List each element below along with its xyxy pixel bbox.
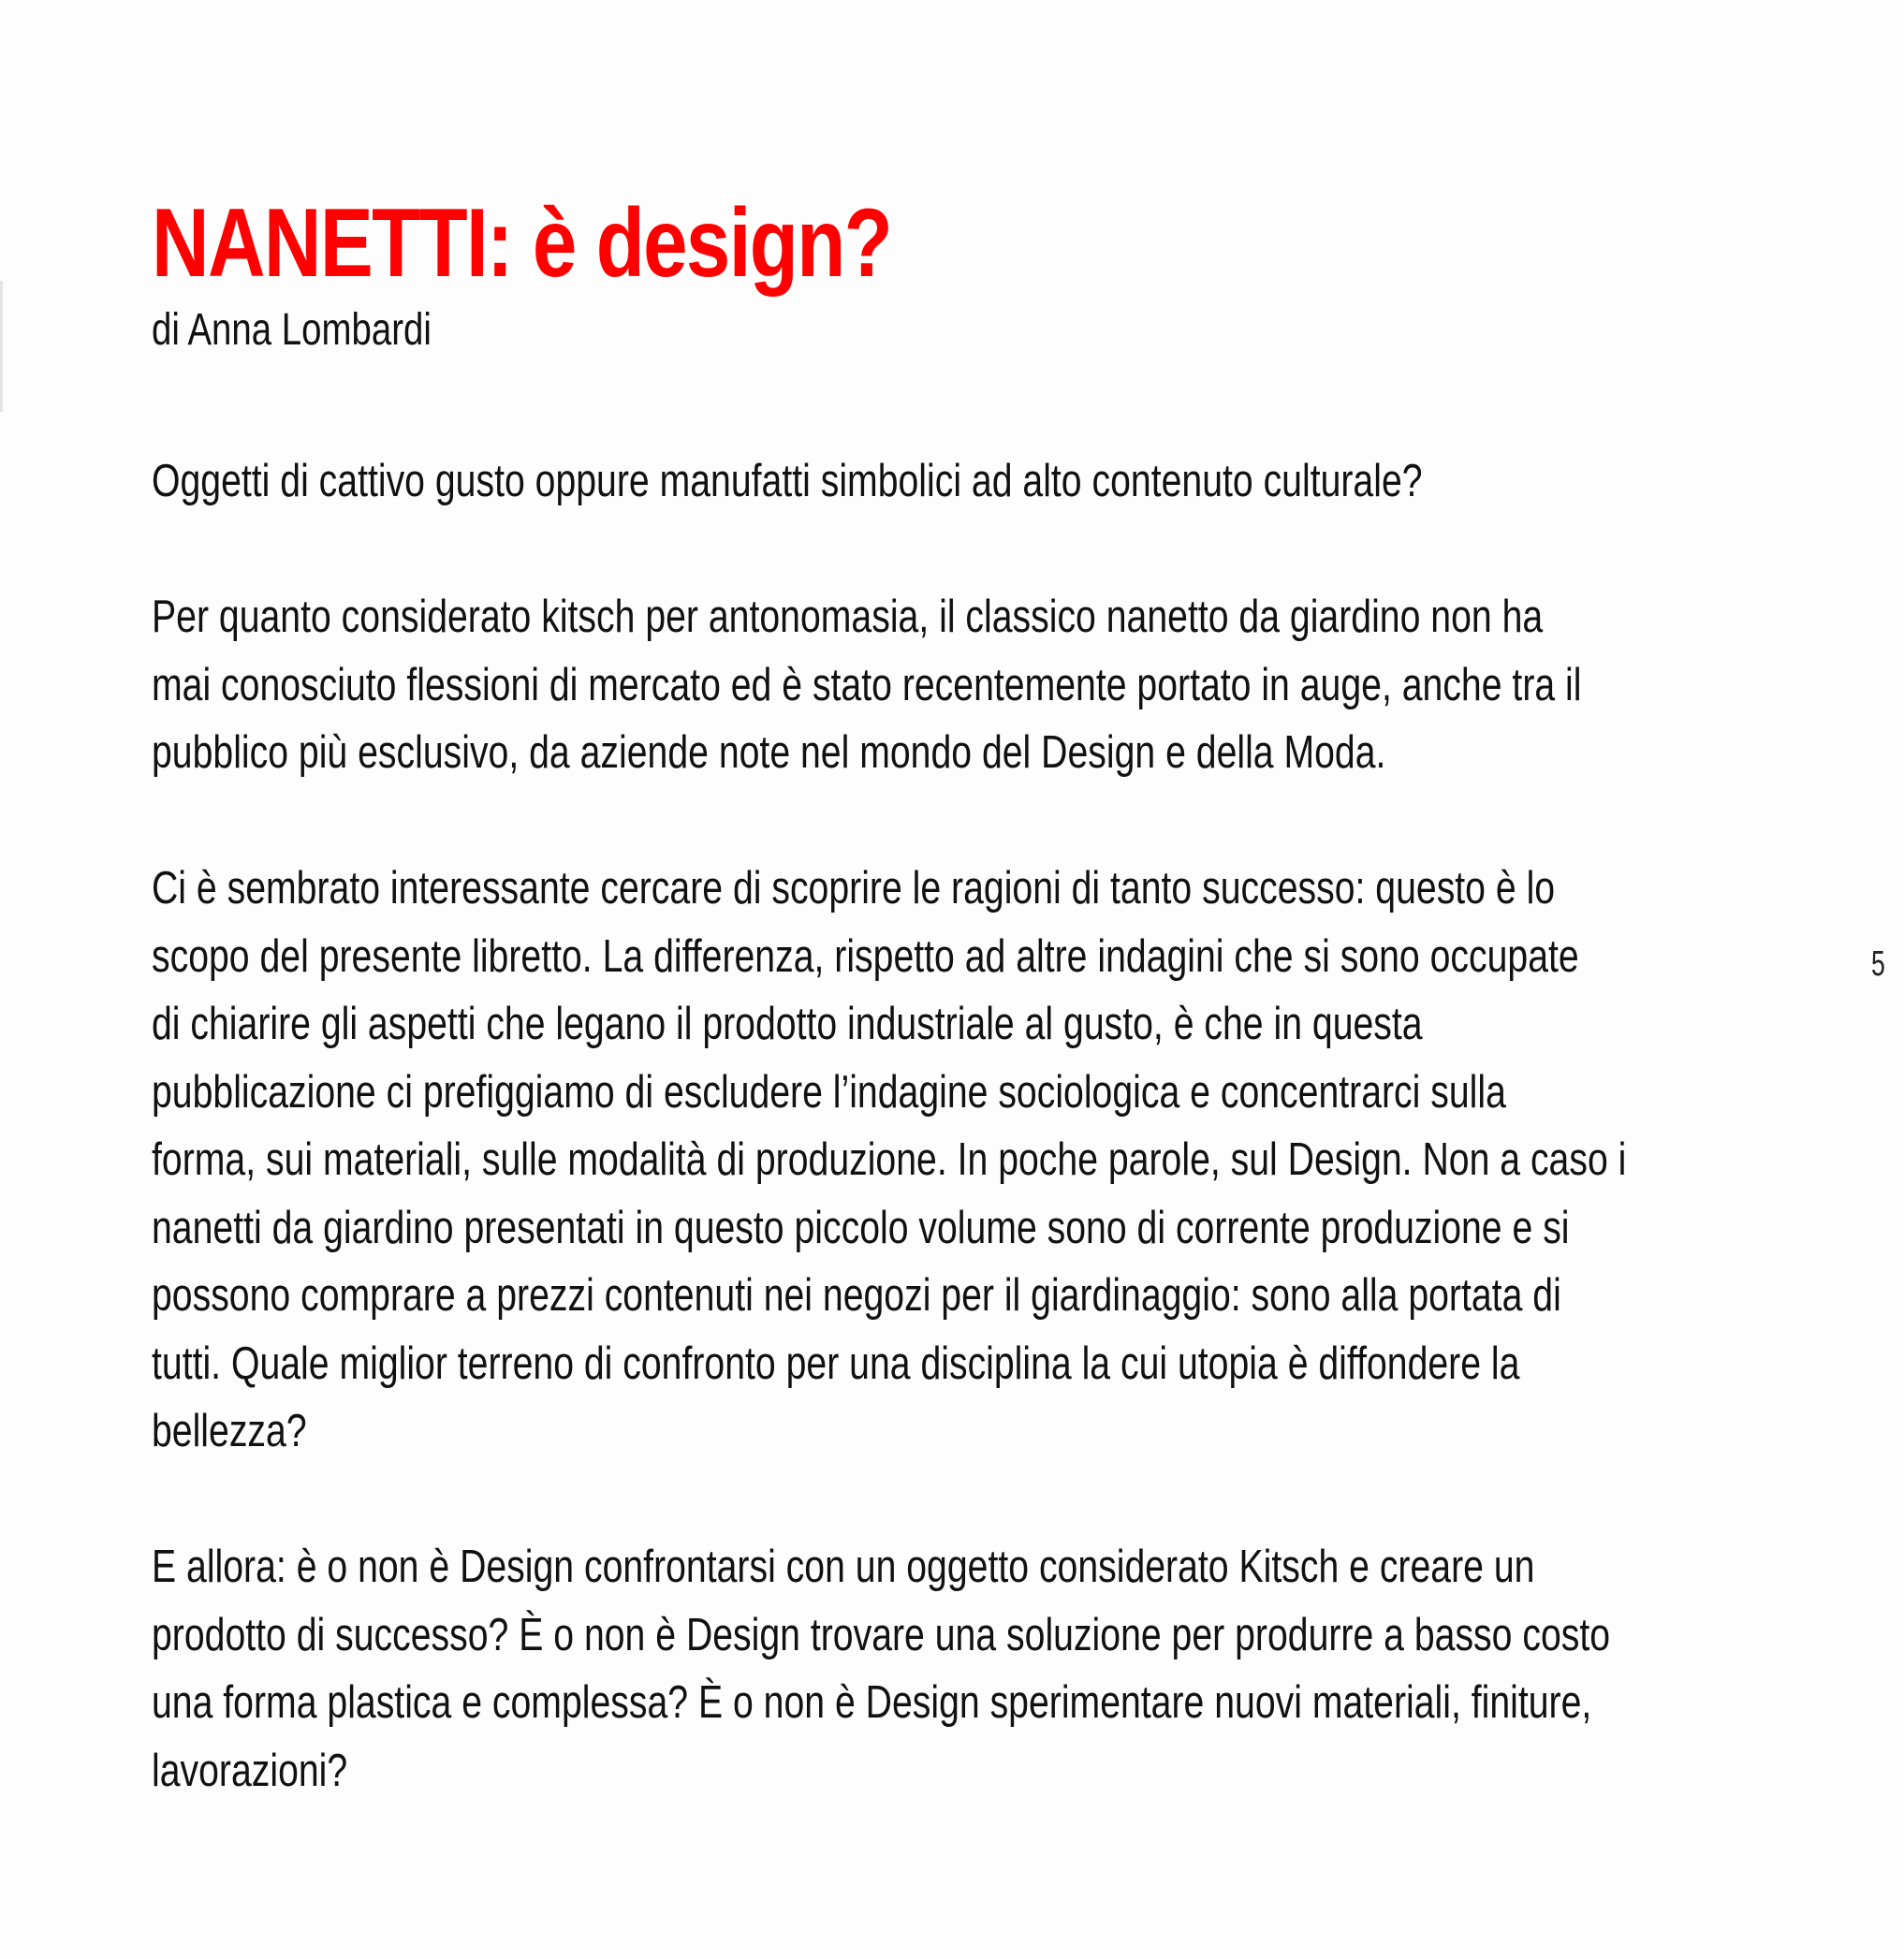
text-line: possono comprare a prezzi contenuti nei negozi per il giardinaggio: sono alla portata di bbox=[152, 1270, 1561, 1321]
article-title: NANETTI: è design? bbox=[152, 189, 892, 298]
text-line: pubblico più esclusivo, da aziende note nel mondo del Design e della Moda. bbox=[152, 727, 1386, 778]
page-number: 5 bbox=[1871, 944, 1885, 984]
text-line: Per quanto considerato kitsch per antonomasia, il classico nanetto da giardino non ha bbox=[152, 592, 1544, 642]
text-line: scopo del presente libretto. La differenza, rispetto ad altre indagini che si sono occupate bbox=[152, 930, 1579, 982]
text-line: Oggetti di cattivo gusto oppure manufatti simbolici ad alto contenuto culturale? bbox=[152, 456, 1423, 506]
paragraph-3 bbox=[152, 855, 1799, 1466]
article-body bbox=[152, 447, 1799, 1873]
text-line: forma, sui materiali, sulle modalità di produzione. In poche parole, sul Design. Non a caso i bbox=[152, 1134, 1627, 1185]
paragraph-2 bbox=[152, 583, 1799, 787]
text-line: lavorazioni? bbox=[152, 1745, 348, 1796]
article-author: di Anna Lombardi bbox=[152, 305, 432, 355]
text-line: tutti. Quale miglior terreno di confronto per una disciplina la cui utopia è diffondere la bbox=[152, 1338, 1520, 1389]
text-line: bellezza? bbox=[152, 1406, 307, 1456]
text-line: nanetti da giardino presentati in questo piccolo volume sono di corrente produzione e si bbox=[152, 1202, 1570, 1253]
text-line: pubblicazione ci prefiggiamo di escludere l’indagine sociologica e concentrarci sulla bbox=[152, 1066, 1506, 1118]
text-line: prodotto di successo? È o non è Design trovare una soluzione per produrre a basso costo bbox=[152, 1609, 1611, 1660]
text-line: una forma plastica e complessa? È o non è Design sperimentare nuovi materiali, finiture, bbox=[152, 1677, 1592, 1728]
paragraph-4 bbox=[152, 1533, 1799, 1805]
text-line: di chiarire gli aspetti che legano il prodotto industriale al gusto, è che in questa bbox=[152, 999, 1423, 1049]
text-line: mai conosciuto flessioni di mercato ed è stato recentemente portato in auge, anche tra il bbox=[152, 659, 1582, 710]
text-line: Ci è sembrato interessante cercare di scoprire le ragioni di tanto successo: questo è lo bbox=[152, 863, 1556, 914]
scan-edge-mark bbox=[0, 281, 3, 412]
text-line: E allora: è o non è Design confrontarsi con un oggetto considerato Kitsch e creare un bbox=[152, 1542, 1535, 1592]
paragraph-1 bbox=[152, 447, 1799, 516]
